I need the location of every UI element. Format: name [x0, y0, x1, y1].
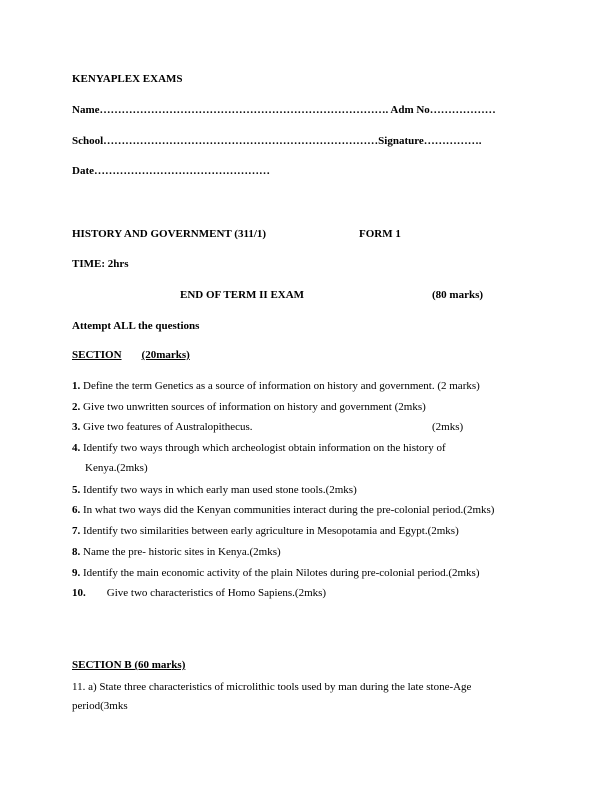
form-label: FORM 1: [359, 228, 401, 240]
question-number: 5.: [72, 484, 81, 496]
question-item: [72, 587, 326, 600]
question-number: 6.: [72, 504, 81, 516]
question-text: Identify two similarities between early agriculture in Mesopotamia and Egypt.(2mks): [80, 525, 459, 537]
name-line: Name……………………………………………………………………. Adm No………………: [72, 104, 496, 116]
school-line: School…………………………………………………………………Signature…………….: [72, 135, 482, 147]
question-11-line: 11. a) State three characteristics of microlithic tools used by man during the late stone-Age: [72, 681, 472, 693]
exam-title: END OF TERM II EXAM: [180, 289, 305, 301]
question-text: Define the term Genetics as a source of information on history and government. (2 marks): [80, 380, 480, 392]
question-number: 8.: [72, 546, 81, 558]
question-text: Give two unwritten sources of information on history and government (2mks): [80, 401, 426, 413]
question-item: [72, 442, 446, 455]
exam-provider: KENYAPLEX EXAMS: [72, 73, 183, 85]
section-a-label: SECTION: [72, 349, 122, 361]
question-text: Identify two ways in which early man used stone tools.(2mks): [80, 484, 357, 496]
question-number: 7.: [72, 525, 81, 537]
section-a-marks: (20marks): [141, 349, 190, 361]
question-continuation: Kenya.(2mks): [85, 462, 148, 474]
question-item: [72, 401, 426, 414]
question-text: Identify the main economic activity of the plain Nilotes during pre-colonial period.(2mks): [80, 567, 480, 579]
time-label: TIME: 2hrs: [72, 258, 129, 270]
question-item: [72, 504, 494, 517]
question-item: [72, 525, 459, 538]
date-line: Date…………………………………………: [72, 165, 270, 177]
question-number: 10.: [72, 587, 86, 599]
instructions: Attempt ALL the questions: [72, 320, 200, 332]
subject-title: HISTORY AND GOVERNMENT (311/1): [72, 228, 267, 240]
question-number: 9.: [72, 567, 81, 579]
total-marks: (80 marks): [432, 289, 484, 301]
question-text: Give two characteristics of Homo Sapiens.(2mks): [106, 587, 327, 599]
question-11-continuation: period(3mks: [72, 700, 128, 712]
question-item: [72, 567, 480, 580]
question-number: 3.: [72, 421, 81, 433]
question-marks: (2mks): [432, 421, 464, 433]
section-a-gap: [122, 349, 142, 362]
question-text: Identify two ways through which archeologist obtain information on the history of: [80, 442, 446, 454]
question-text: Give two features of Australopithecus.: [80, 421, 253, 433]
question-number: 1.: [72, 380, 81, 392]
question-item: [72, 484, 357, 497]
question-text: Name the pre- historic sites in Kenya.(2mks): [80, 546, 281, 558]
question-text: In what two ways did the Kenyan communities interact during the pre-colonial period.(2mks): [80, 504, 495, 516]
question-item: [72, 421, 253, 434]
question-item: [72, 380, 480, 393]
question-item: [72, 546, 281, 559]
section-a-title: [72, 349, 190, 362]
section-b-title: SECTION B (60 marks): [72, 659, 186, 671]
question-number: 2.: [72, 401, 81, 413]
question-number: 4.: [72, 442, 81, 454]
